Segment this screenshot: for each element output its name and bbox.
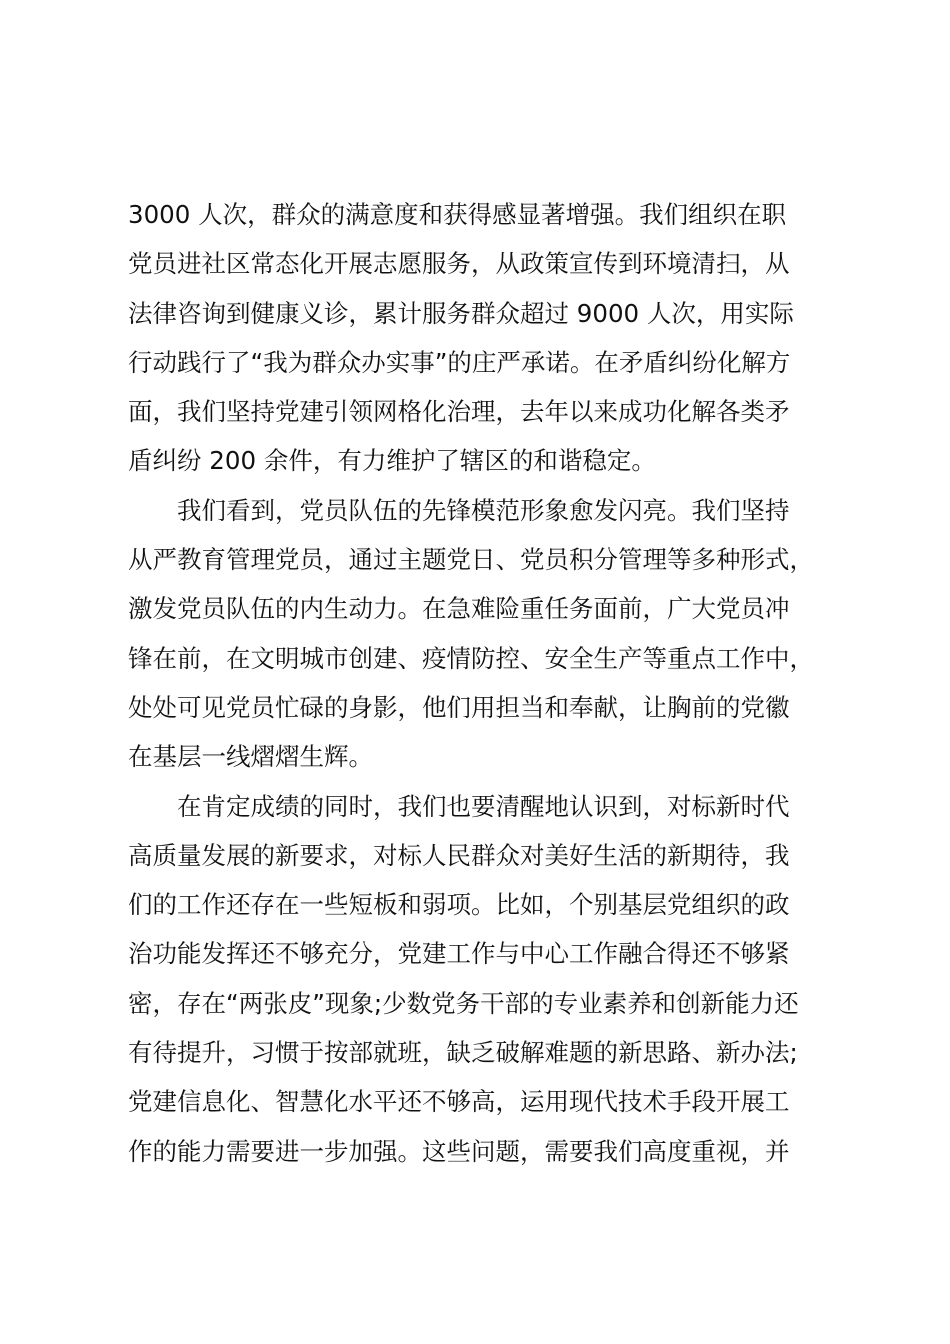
text-line: 激发党员队伍的内生动力。在急难险重任务面前，广大党员冲 (128, 594, 790, 624)
text-line: 从严教育管理党员，通过主题党日、党员积分管理等多种形式， (128, 545, 814, 575)
text-line: 有待提升，习惯于按部就班，缺乏破解难题的新思路、新办法; (128, 1038, 798, 1068)
text-line: 面，我们坚持党建引领网格化治理，去年以来成功化解各类矛 (128, 397, 790, 427)
text-line: 处处可见党员忙碌的身影，他们用担当和奉献，让胸前的党徽 (128, 692, 790, 722)
text-line: 在基层一线熠熠生辉。 (128, 742, 373, 772)
text-line: 们的工作还存在一些短板和弱项。比如，个别基层党组织的政 (128, 890, 790, 920)
text-line: 在肯定成绩的同时，我们也要清醒地认识到，对标新时代 (177, 791, 790, 821)
text-line: 密，存在“两张皮”现象;少数党务干部的专业素养和创新能力还 (128, 988, 799, 1018)
text-line: 党员进社区常态化开展志愿服务，从政策宣传到环境清扫，从 (128, 249, 790, 279)
text-line: 治功能发挥还不够充分，党建工作与中心工作融合得还不够紧 (128, 939, 790, 969)
text-line: 锋在前，在文明城市创建、疫情防控、安全生产等重点工作中， (128, 643, 814, 673)
body-text (128, 190, 850, 1176)
paragraph-2 (128, 486, 850, 782)
text-line: 高质量发展的新要求，对标人民群众对美好生活的新期待，我 (128, 840, 790, 870)
text-line: 我们看到，党员队伍的先锋模范形象愈发闪亮。我们坚持 (177, 495, 790, 525)
text-line: 3000 人次，群众的满意度和获得感显著增强。我们组织在职 (128, 200, 787, 229)
text-line: 作的能力需要进一步加强。这些问题，需要我们高度重视，并 (128, 1136, 790, 1166)
text-line: 行动践行了“我为群众办实事”的庄严承诺。在矛盾纠纷化解方 (128, 347, 791, 377)
text-line: 法律咨询到健康义诊，累计服务群众超过 9000 人次，用实际 (128, 298, 794, 328)
text-line: 党建信息化、智慧化水平还不够高，运用现代技术手段开展工 (128, 1087, 790, 1117)
paragraph-3 (128, 782, 850, 1176)
text-line: 盾纠纷 200 余件，有力维护了辖区的和谐稳定。 (128, 446, 656, 476)
paragraph-1 (128, 190, 850, 486)
